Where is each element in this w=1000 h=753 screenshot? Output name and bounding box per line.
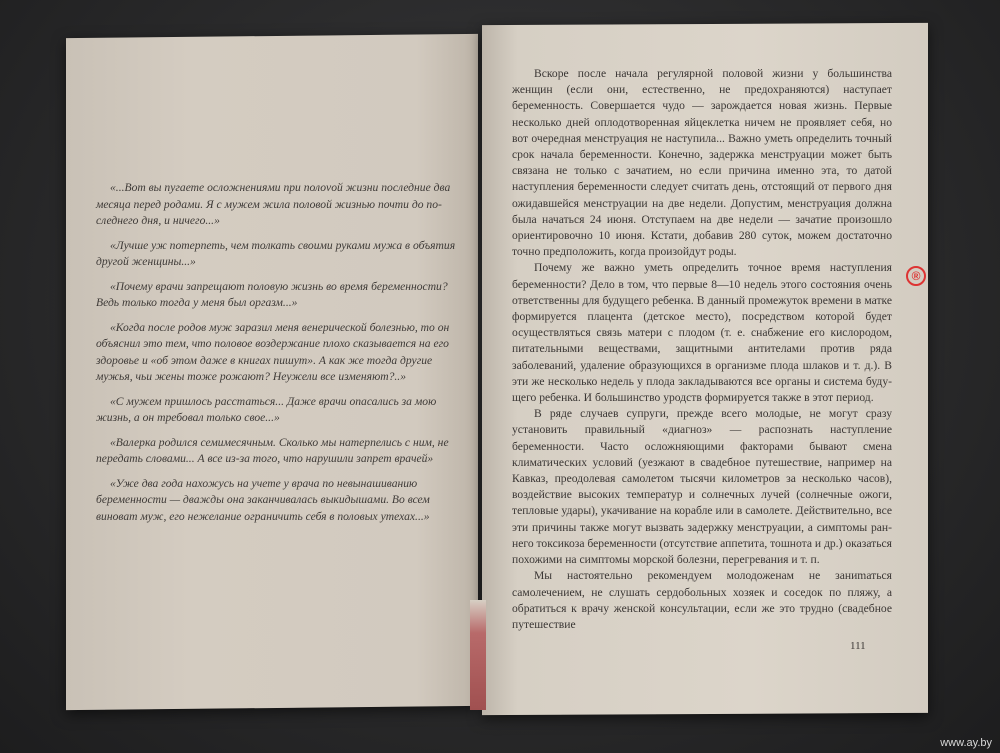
quote: «Когда после родов муж заразил меня венерической болезнью, то он объяснил это тем, что половое воздержание плохо сказывается на его здоровье и «об этом даже в книгах пишут». А как же тогда другие мужья, чьи жены тоже рожают? Неужели все изменяют?..» bbox=[96, 320, 450, 383]
article-body bbox=[512, 66, 892, 633]
registered-mark-icon: ® bbox=[906, 266, 926, 286]
quote: «Лучше уж потерпеть, чем толкать своими руками мужа в объятия другой женщины...» bbox=[96, 238, 456, 268]
paragraph: Мы настоятельно рекомендуем молодоженам не заниmаться самолечением, не слушать сердобольных хозяек и соседок по пляжу, а обратиться к врачу женской консультации, если же это трудно (свадебное путешествие bbox=[512, 569, 892, 631]
quote: «Почему врачи запрещают половую жизнь во время беременности? Ведь только тогда у меня был оргазм...» bbox=[96, 279, 448, 309]
quote: «С мужем пришлось расстаться... Даже врачи опасались за мою жизнь, а он требовал только свое...» bbox=[96, 394, 437, 424]
paragraph: Вскоре после начала регулярной половой жизни у большинства женщин (если они, естественно, не предохраняются) наступает беременность. Совершается чудо — зарождается новая жизнь. Первые несколько дней оплодотворенная яйцеклетка ничем не проявляет себя, но вот очередная менструация не наступила... Важно уметь определить точный срок начала беременности. Конечно, задержка менструации может быть связана не только с зачатием, но если причина именно эта, то датой наступления беременности следует считать день, отстоящий от первого дня ожидавшейся менструации на две недели. Допустим, менструация должна была начаться 24 июня. Отступаем на две недели — зачатие произошло ориентировочно 10 июня. Кстати, добавив 280 суток, можем достаточно точно предположить, когда произойдут роды. bbox=[512, 67, 892, 259]
reader-quotes bbox=[96, 180, 468, 533]
paragraph: Почему же важно уметь определить точное время наступления беременности? Дело в том, что первые 8—10 недель этого состояния очень ответственны для будущего ребенка. В данный промежуток времени в матке формируется плацента (детское место), посредством которой будет осуществляться связь матери с плодом (т. е. снабжение его кислородом, питательными веществами, защитными антителами против ряда заболеваний, удаление образующихся в организме плода шлаков и т. д.). В эти же несколько недель у плода закладываются все органы и система будущего ребенка. И большинство уродств формируется также в этот период. bbox=[512, 261, 892, 405]
quote: «...Вот вы пугаете осложнениями при полоvой жизни последние два месяца перед родами. Я с мужем жила половой жизнью почти до последнего дня, и ничего...» bbox=[96, 181, 451, 227]
paragraph: В ряде случаев супруги, прежде всего молодые, не могут сразу установить правильный «диагноз» — распознать наступление беременности. Часто осложняющими факторами бывают смена климатических условий (уезжают в свадебное путешествие, например на Кавказ, преодолевая самолетом тысячи километров за несколько часов), воздействие высоких температур и солнечных лучей (солнечные ожоги, тепловые удары), укачивание на корабле или в самолете. Действительно, все эти причины также могут вызвать задержку менструации, а симптомы раннего токсикоза беременности (отсутствие аппетита, тошнота и др.) оказаться похожими на симптомы морской болезни, перегревания и т. п. bbox=[512, 407, 892, 567]
quote: «Валерка родился семимесячным. Сколько мы натерпелись с ним, не передать словами... А все из-за того, что нарушили запрет врачей» bbox=[96, 435, 449, 465]
site-watermark: www.ay.by bbox=[940, 737, 992, 749]
page-number: 111 bbox=[850, 640, 866, 652]
quote: «Уже два года нахожусь на учете у врача по невынашиванию беременности — дважды она заканчивалась выкидышами. Во всем виноват муж, его нежелание ограничить себя в половых утехах...» bbox=[96, 476, 430, 523]
book-spine bbox=[470, 600, 486, 710]
